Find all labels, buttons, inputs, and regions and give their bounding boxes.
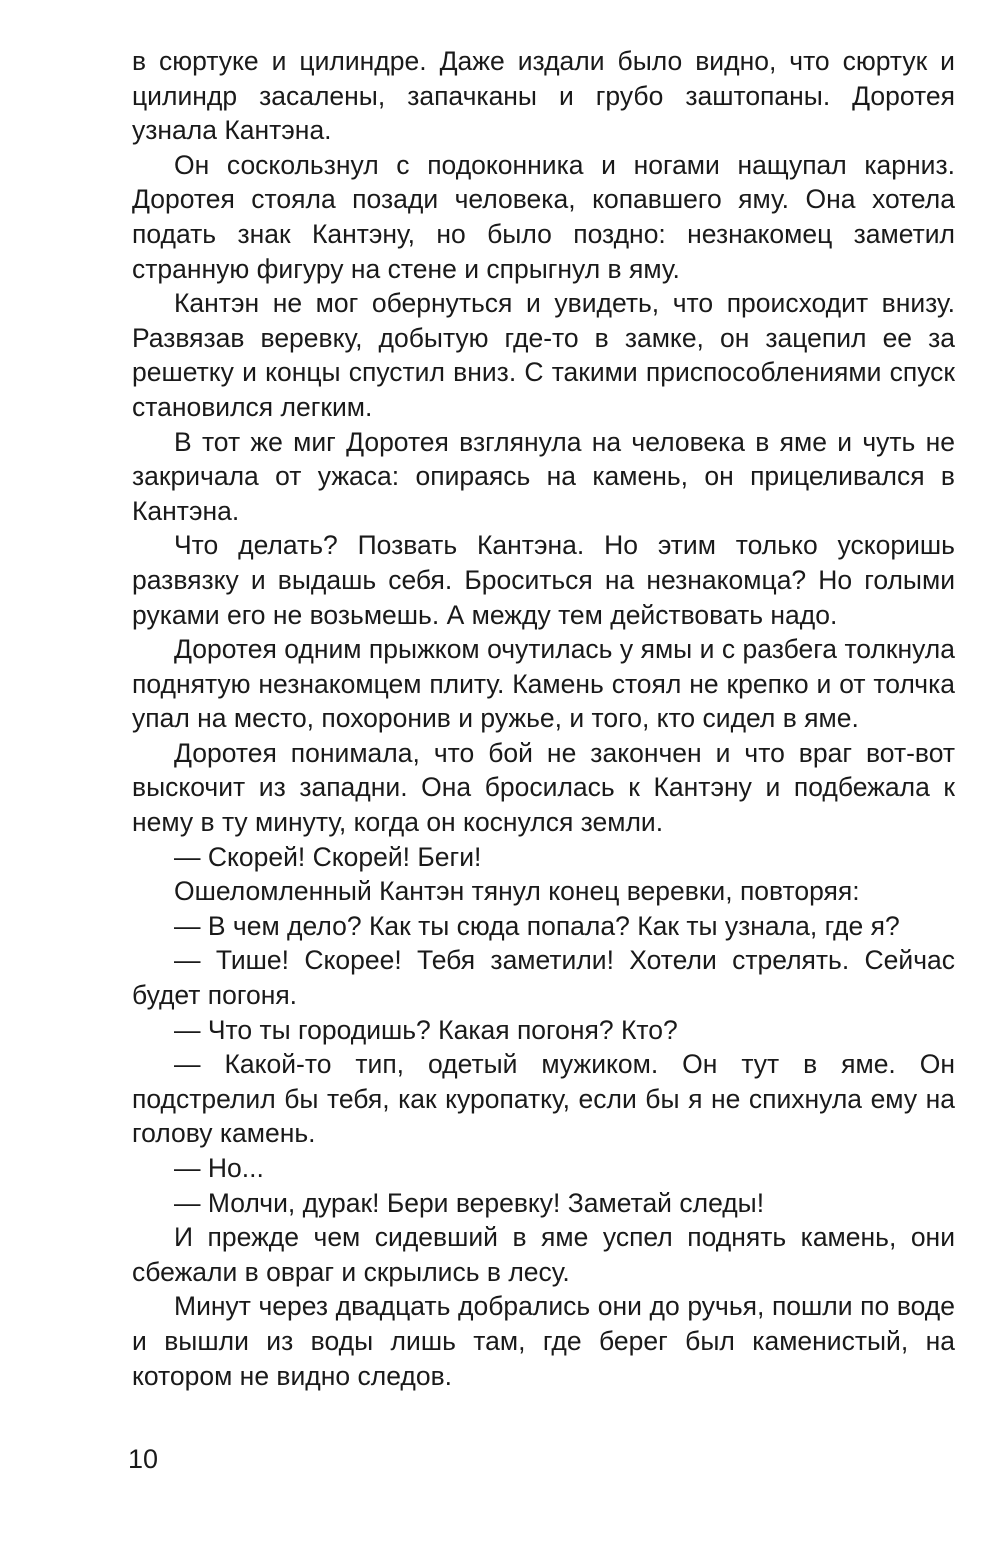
page-number: 10 <box>128 1444 159 1474</box>
paragraph: в сюртуке и цилиндре. Даже издали было видно, что сюртук и цилиндр засалены, запачканы и грубо заштопаны. Доротея узнала Кантэна. <box>132 46 955 146</box>
paragraph: Минут через двадцать добрались они до ручья, пошли по воде и вышли из воды лишь там, где берег был каменистый, на котором не видно следов. <box>132 1291 955 1391</box>
paragraph: Ошеломленный Кантэн тянул конец веревки, повторяя: <box>174 876 860 907</box>
dialogue-line: — В чем дело? Как ты сюда попала? Как ты узнала, где я? <box>174 910 900 941</box>
body-text <box>132 44 955 1393</box>
dialogue-line: — Тише! Скорее! Тебя заметили! Хотели стрелять. Сейчас будет погоня. <box>132 945 955 1011</box>
dialogue-line: — Молчи, дурак! Бери веревку! Заметай следы! <box>174 1187 765 1218</box>
paragraph: Доротея одним прыжком очутилась у ямы и с разбега толкнула поднятую незнакомцем плиту. Камень стоял не крепко и от толчка упал на место, похоронив и ружье, и того, кто сидел в яме. <box>132 634 955 734</box>
paragraph: Он соскользнул с подоконника и ногами нащупал карниз. Доротея стояла позади человека, копавшего яму. Она хотела подать знак Кантэну, но было поздно: незнакомец заметил странную фигуру на стене и спрыгнул в яму. <box>132 149 955 284</box>
paragraph: Кантэн не мог обернуться и увидеть, что происходит внизу. Развязав веревку, добытую где-то в замке, он зацепил ее за решетку и концы спустил вниз. С такими приспособлениями спуск становился легким. <box>132 288 955 422</box>
paragraph: И прежде чем сидевший в яме успел поднять камень, они сбежали в овраг и скрылись в лесу. <box>132 1222 955 1287</box>
paragraph: В тот же миг Доротея взглянула на человека в яме и чуть не закричала от ужаса: опираясь на камень, он прицеливался в Кантэна. <box>132 426 955 526</box>
paragraph: Что делать? Позвать Кантэна. Но этим только ускоришь развязку и выдашь себя. Броситься на незнакомца? Но голыми руками его не возьмешь. А между тем действовать надо. <box>132 530 955 630</box>
paragraph: Доротея понимала, что бой не закончен и что враг вот-вот выскочит из западни. Она бросилась к Кантэну и подбежала к нему в ту минуту, когда он коснулся земли. <box>132 737 955 838</box>
dialogue-line: — Скорей! Скорей! Беги! <box>174 841 482 872</box>
dialogue-line: — Какой-то тип, одетый мужиком. Он тут в яме. Он подстрелил бы тебя, как куропатку, если бы я не спихнула ему на голову камень. <box>132 1049 955 1149</box>
dialogue-line: — Что ты городишь? Какая погоня? Кто? <box>174 1014 678 1045</box>
dialogue-line: — Но... <box>174 1153 264 1183</box>
